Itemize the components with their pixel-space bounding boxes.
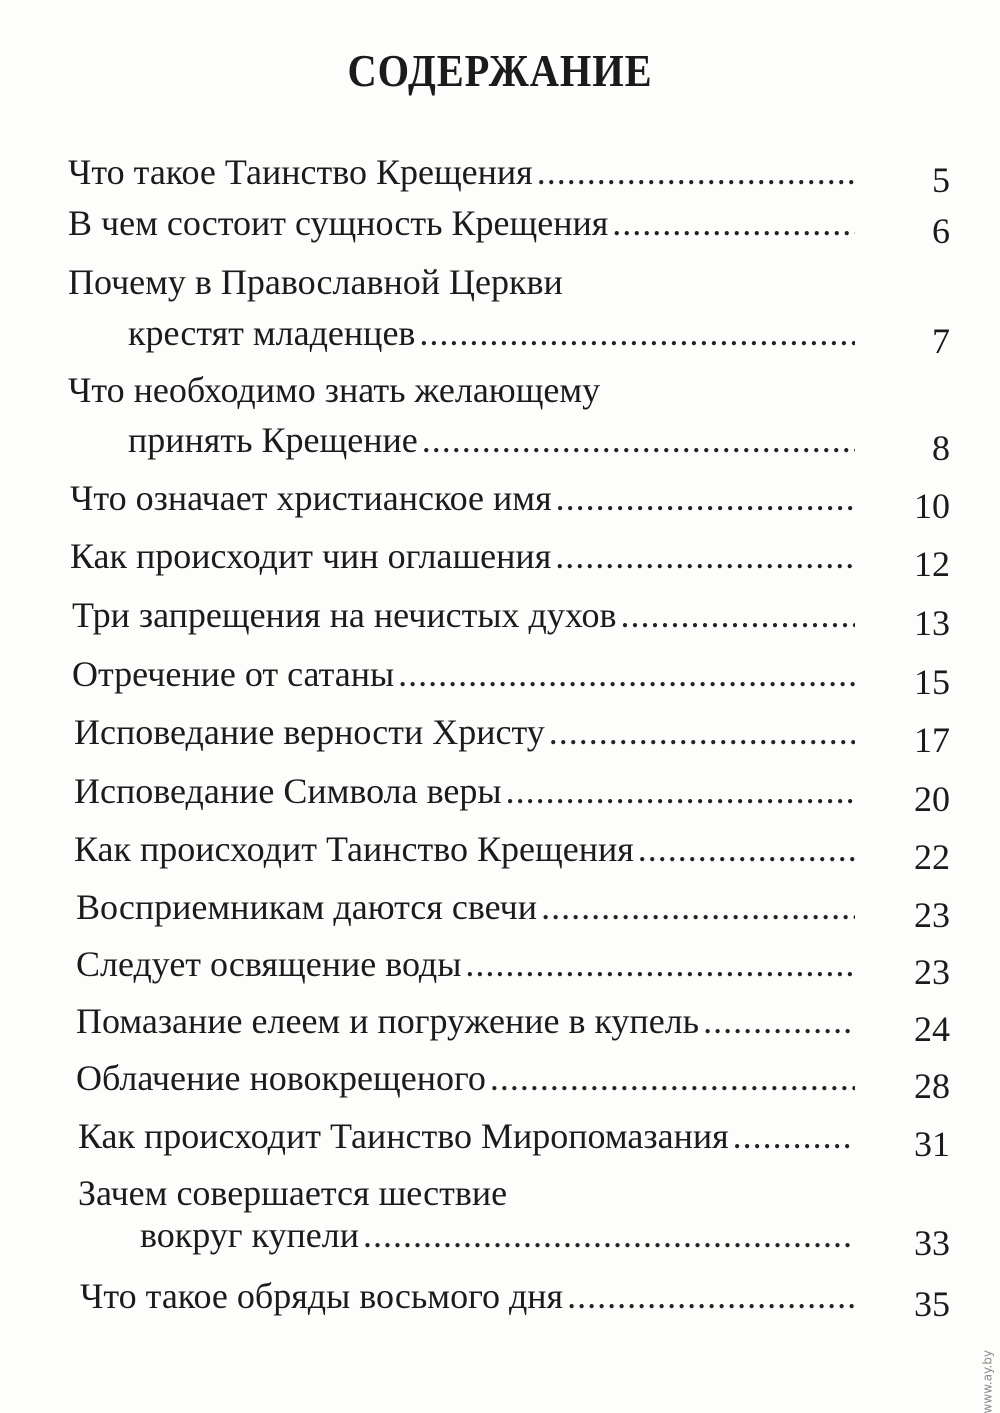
toc-entry-title: Как происходит Таинство Крещения [74, 829, 634, 869]
dot-leader [537, 152, 855, 192]
toc-entry-line [76, 1001, 855, 1041]
toc-entry-line [78, 1173, 878, 1213]
toc-entry-line [128, 313, 855, 353]
toc-entry-title: Помазание елеем и погружение в купель [76, 1001, 700, 1041]
toc-entry-title: Облачение новокрещеного [76, 1058, 486, 1098]
toc-entry-line [72, 654, 855, 694]
dot-leader [612, 203, 855, 243]
dot-leader [549, 712, 855, 752]
dot-leader [398, 654, 855, 694]
toc-page-number: 28 [914, 1066, 950, 1106]
toc-entry-title: Три запрещения на нечистых духов [72, 595, 617, 635]
dot-leader [733, 1116, 855, 1156]
toc-page-number: 12 [914, 544, 950, 584]
toc-entry-line [68, 370, 868, 410]
toc-entry-line [68, 203, 855, 243]
dot-leader [419, 313, 855, 353]
toc-page-number: 33 [914, 1223, 950, 1263]
toc-page-number: 20 [914, 779, 950, 819]
toc-entry-title: Что необходимо знать желающему [68, 370, 601, 410]
toc-page-number: 7 [932, 321, 950, 361]
toc-entry-line [72, 595, 855, 635]
toc-page-number: 31 [914, 1124, 950, 1164]
toc-page-number: 23 [914, 895, 950, 935]
toc-entry-title: Почему в Православной Церкви [68, 262, 563, 302]
toc-page-number: 23 [914, 952, 950, 992]
toc-entry-title: В чем состоит сущность Крещения [68, 203, 609, 243]
toc-entry-line [70, 536, 855, 576]
dot-leader [703, 1001, 855, 1041]
toc-entry-title: Отречение от сатаны [72, 654, 395, 694]
toc-entry-line [68, 262, 868, 302]
toc-page-number: 17 [914, 720, 950, 760]
toc-entry-line [76, 944, 855, 984]
dot-leader [556, 478, 855, 518]
toc-entry-line [70, 478, 855, 518]
dot-leader [567, 1276, 855, 1316]
dot-leader [363, 1215, 855, 1255]
toc-page-number: 5 [932, 160, 950, 200]
toc-entry-line [76, 1058, 855, 1098]
dot-leader [490, 1058, 855, 1098]
toc-entry-line [140, 1215, 855, 1255]
toc-entry-title: Что такое Таинство Крещения [68, 152, 533, 192]
page-title: СОДЕРЖАНИЕ [347, 45, 653, 96]
toc-entry-title: Как происходит Таинство Миропомазания [78, 1116, 729, 1156]
dot-leader [541, 887, 855, 927]
toc-page-number: 22 [914, 837, 950, 877]
toc-entry-title: Как происходит чин оглашения [70, 536, 552, 576]
toc-page-number: 8 [932, 428, 950, 468]
watermark: www.ay.by [980, 1350, 994, 1413]
dot-leader [465, 944, 855, 984]
toc-entry-line [74, 771, 855, 811]
toc-entry-title: Исповедание верности Христу [74, 712, 545, 752]
toc-entry-title: Что означает христианское имя [70, 478, 552, 518]
toc-entry-title: вокруг купели [140, 1215, 359, 1255]
toc-entry-title: Что такое обряды восьмого дня [80, 1276, 564, 1316]
dot-leader [506, 771, 855, 811]
toc-entry-line [74, 829, 855, 869]
toc-entry-title: Следует освящение воды [76, 944, 462, 984]
toc-entry-line [80, 1276, 855, 1316]
toc-page-number: 6 [932, 211, 950, 251]
toc-entry-line [68, 152, 855, 192]
toc-page-number: 24 [914, 1009, 950, 1049]
dot-leader [555, 536, 855, 576]
toc-page-number: 35 [914, 1284, 950, 1324]
dot-leader [620, 595, 855, 635]
toc-page-number: 15 [914, 662, 950, 702]
toc-entry-title: Исповедание Символа веры [74, 771, 502, 811]
toc-entry-line [128, 420, 855, 460]
dot-leader [638, 829, 855, 869]
toc-entry-title: Восприемникам даются свечи [76, 887, 538, 927]
toc-entry-title: крестят младенцев [128, 313, 416, 353]
toc-page-number: 13 [914, 603, 950, 643]
toc-entry-line [78, 1116, 855, 1156]
toc-page-number: 10 [914, 486, 950, 526]
toc-entry-line [76, 887, 855, 927]
toc-entry-line [74, 712, 855, 752]
dot-leader [422, 420, 855, 460]
toc-entry-title: Зачем совершается шествие [78, 1173, 508, 1213]
toc-entry-title: принять Крещение [128, 420, 418, 460]
